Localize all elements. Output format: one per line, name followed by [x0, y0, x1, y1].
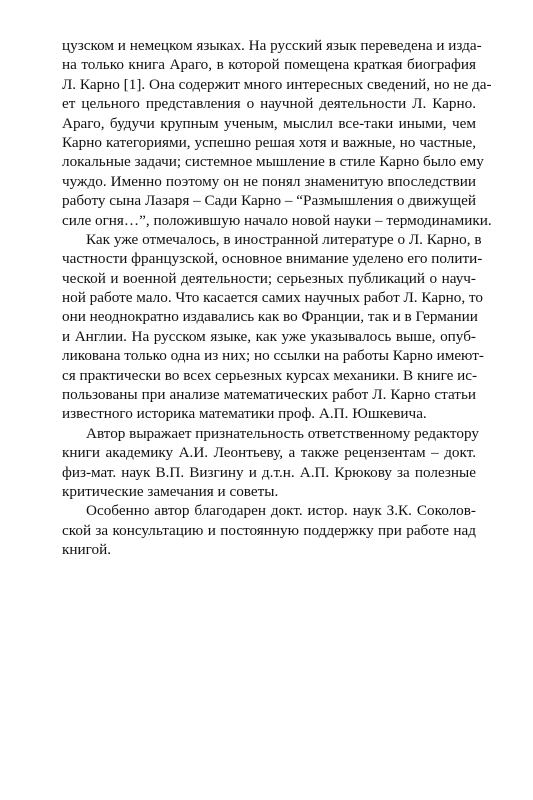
text-line: пользованы при анализе математических работ Л. Карно статьи [62, 386, 476, 404]
text-line: Араго, будучи крупным ученым, мыслил все-таки иными, чем [62, 114, 476, 132]
text-line: на только книга Араго, в которой помещена краткая биография [62, 56, 476, 74]
text-line: критические замечания и советы. [62, 482, 279, 500]
text-line: Как уже отмечалось, в иностранной литературе о Л. Карно, в [86, 230, 482, 248]
text-line: силе огня…”, положившую начало новой науки – термодинамики. [62, 211, 492, 229]
text-line: ной работе мало. Что касается самих научных работ Л. Карно, то [62, 289, 484, 307]
text-line: ет цельного представления о научной деятельности Л. Карно. [62, 95, 476, 113]
text-line: работу сына Лазаря – Сади Карно – “Размышления о движущей [62, 192, 476, 210]
text-line: цузском и немецком языках. На русский язык переведена и изда- [62, 37, 482, 54]
body-text [62, 36, 492, 560]
text-line: они неоднократно издавались как во Франции, так и в Германии [62, 308, 478, 326]
text-line: ской за консультацию и постоянную поддержку при работе над [62, 521, 476, 539]
text-line: известного историка математики проф. А.П. Юшкевича. [62, 405, 427, 423]
text-line: книги академику А.И. Леонтьеву, а также рецензентам – докт. [62, 444, 476, 462]
text-line: локальные задачи; системное мышление в стиле Карно было ему [62, 153, 484, 171]
text-line: Автор выражает признательность ответственному редактору [86, 424, 479, 442]
text-line: физ-мат. наук В.П. Визгину и д.т.н. А.П. Крюкову за полезные [62, 463, 476, 481]
text-line: книгой. [62, 541, 112, 559]
paragraph-foreign-literature [62, 230, 484, 424]
text-line: и Англии. На русском языке, как уже указывалось выше, опуб- [62, 327, 476, 345]
paragraph-acknowledgements [62, 424, 479, 502]
text-line: Карно категориями, успешно решая хотя и важные, но частные, [62, 133, 476, 151]
text-line: чуждо. Именно поэтому он не понял знаменитую впоследствии [62, 172, 476, 190]
text-line: ческой и военной деятельности; серьезных публикаций о науч- [62, 269, 476, 287]
text-line: ликована только одна из них; но ссылки на работы Карно имеют- [62, 347, 484, 365]
paragraph-arago [62, 36, 492, 230]
text-line: Л. Карно [1]. Она содержит много интересных сведений, но не да- [62, 75, 492, 93]
text-line: частности французской, основное внимание уделено его полити- [62, 250, 483, 268]
text-line: Особенно автор благодарен докт. истор. наук З.К. Соколов- [86, 502, 476, 520]
paragraph-gratitude [62, 501, 476, 559]
text-line: ся практически во всех серьезных курсах механики. В книге ис- [62, 366, 478, 384]
